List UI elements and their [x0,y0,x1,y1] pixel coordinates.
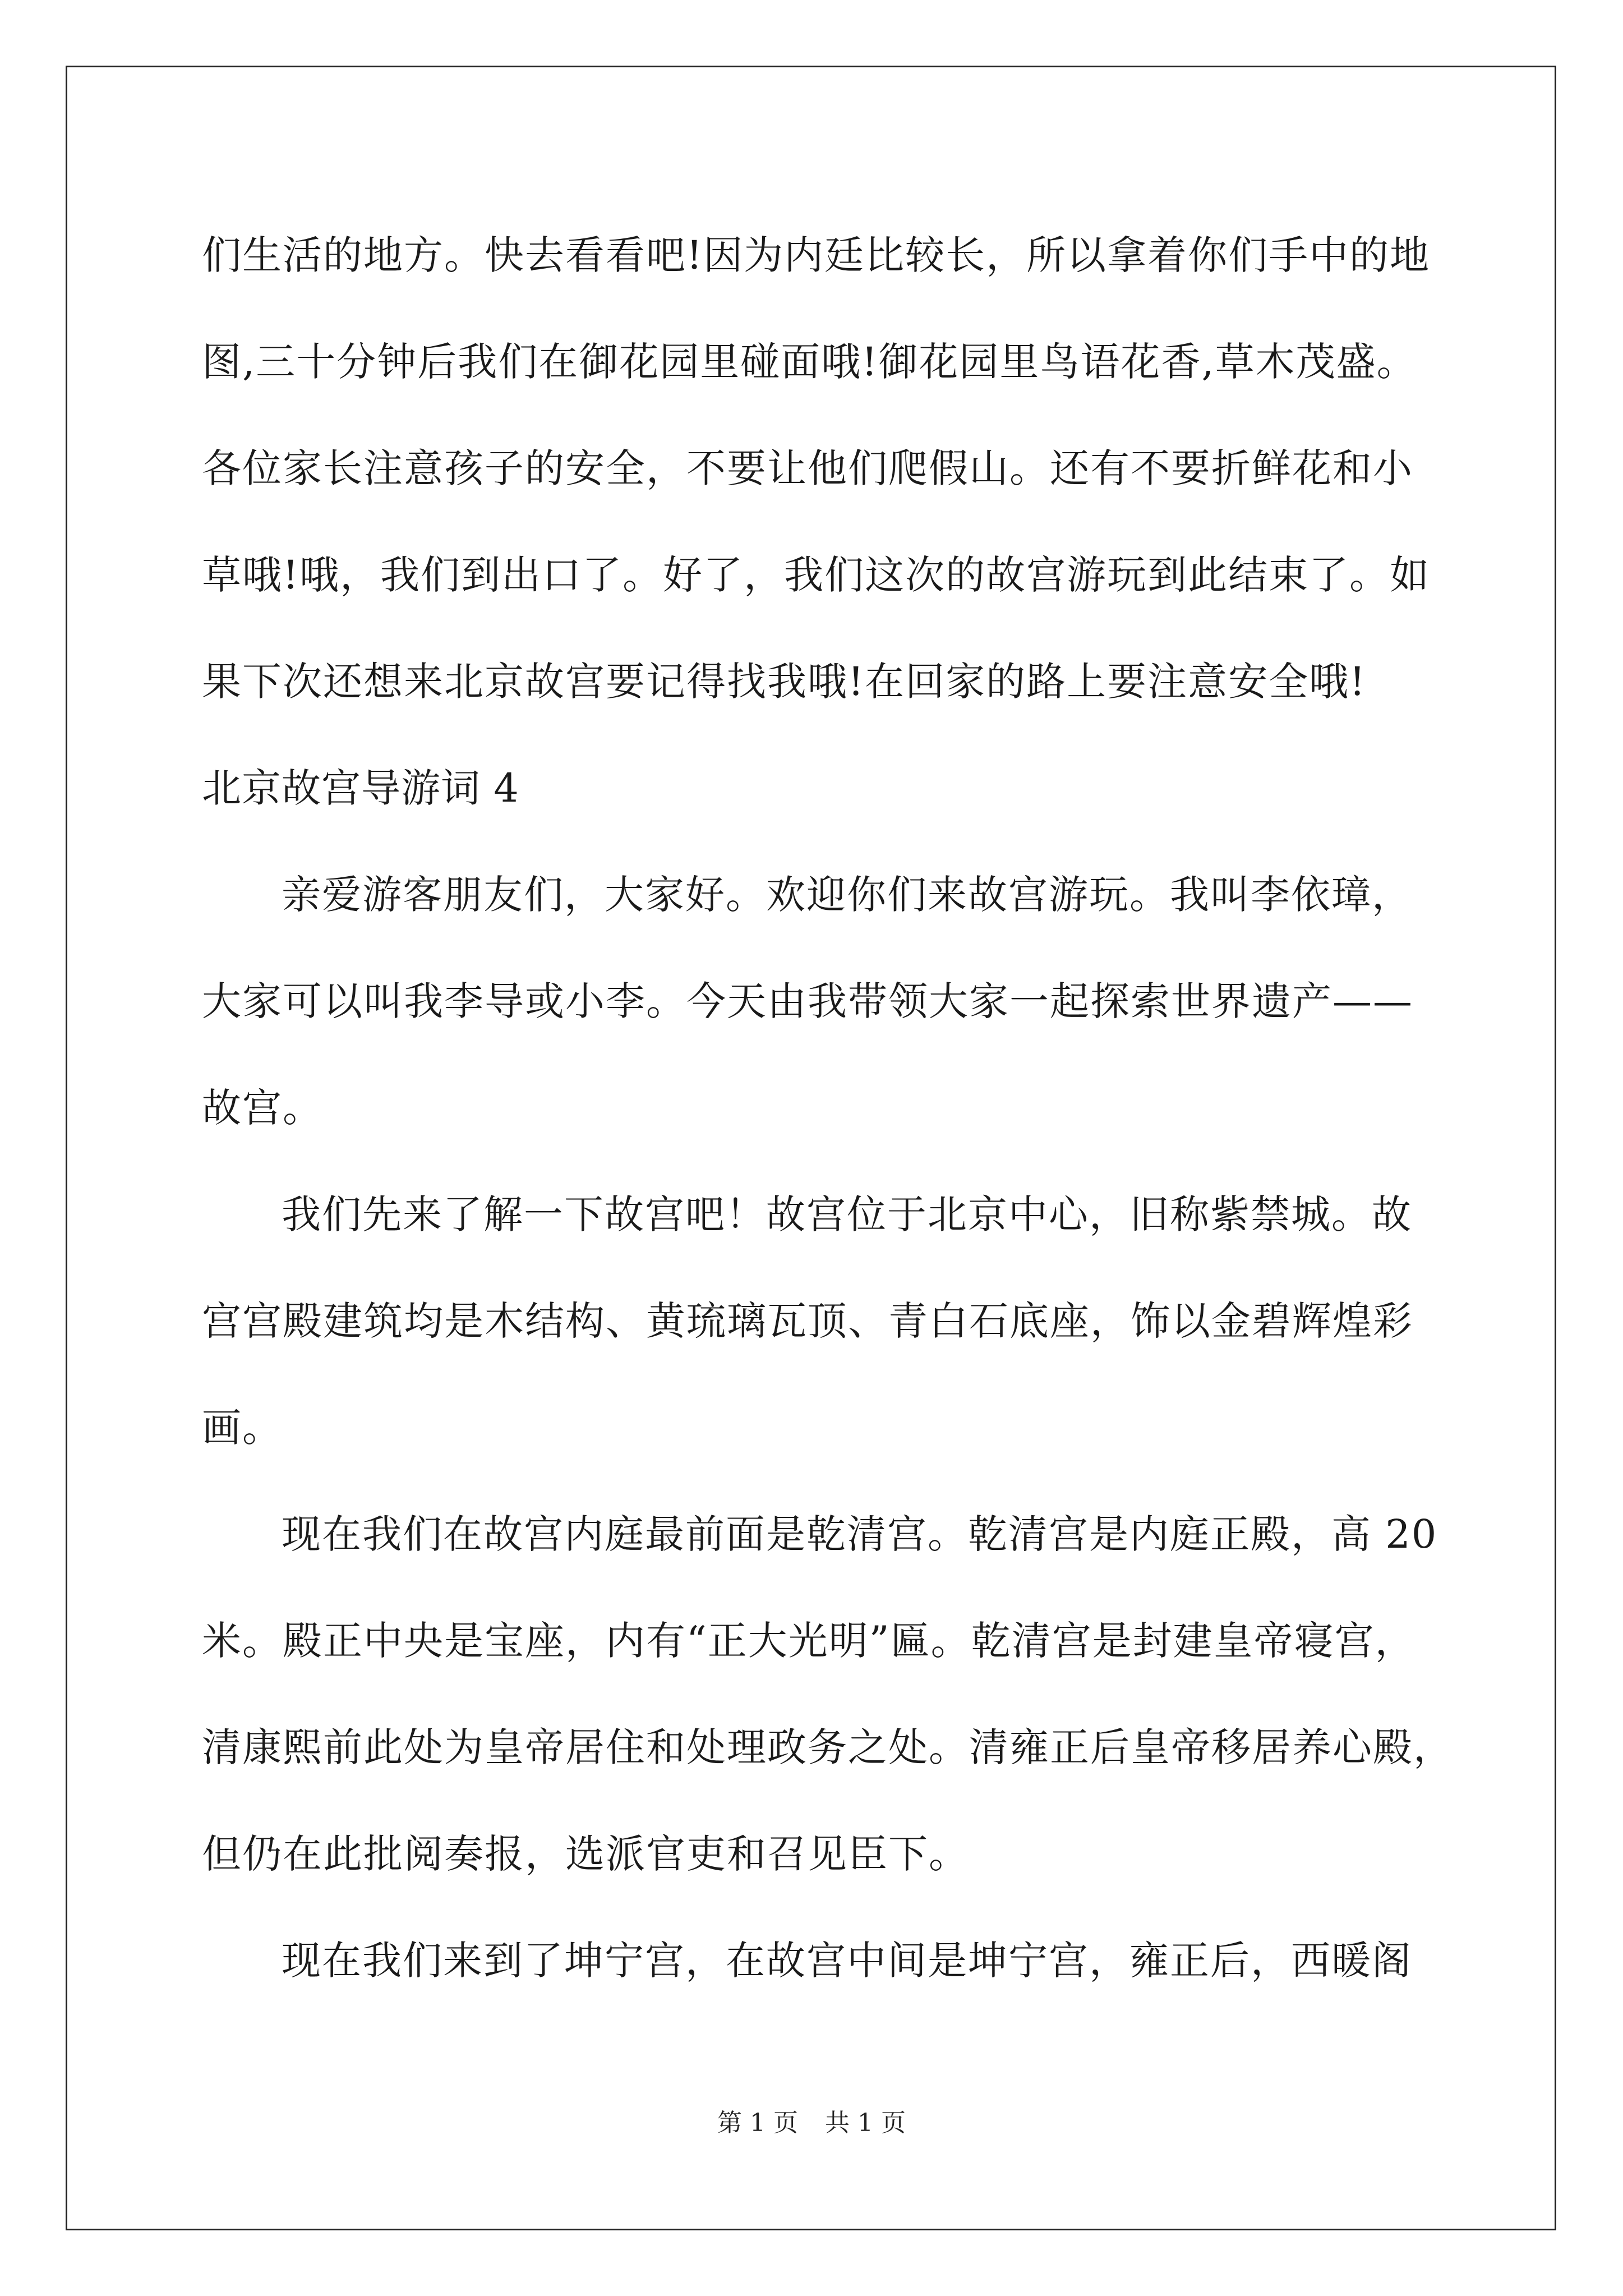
text-line: 们生活的地方。快去看看吧!因为内廷比较长，所以拿着你们手中的地 [202,232,1431,278]
text-line: 清康熙前此处为皇帝居住和处理政务之处。清雍正后皇帝移居养心殿， [202,1724,1454,1770]
page-number: 第 1 页 [717,2109,798,2137]
text-line: 米。殿正中央是宝座，内有“正大光明”匾。乾清宫是封建皇帝寝宫， [202,1618,1415,1664]
text-line: 各位家长注意孩子的安全，不要让他们爬假山。还有不要折鲜花和小 [202,445,1413,491]
text-line: 但仍在此批阅奏报，选派官吏和召见臣下。 [202,1831,969,1877]
text-line: 现在我们来到了坤宁宫，在故宫中间是坤宁宫，雍正后，西暖阁 [282,1938,1412,1984]
text-line: 画。 [202,1405,283,1451]
page-footer [0,2106,1623,2140]
text-line: 亲爱游客朋友们，大家好。欢迎你们来故宫游玩。我叫李依璋， [282,872,1412,918]
text-line: 故宫。 [202,1085,323,1131]
text-line: 宫宫殿建筑均是木结构、黄琉璃瓦顶、青白石底座，饰以金碧辉煌彩 [202,1298,1413,1344]
document-body [202,202,1454,2014]
text-line: 我们先来了解一下故宫吧！故宫位于北京中心，旧称紫禁城。故 [282,1191,1412,1237]
text-line: 草哦!哦，我们到出口了。好了，我们这次的故宫游玩到此结束了。如 [202,552,1431,598]
text-line: 现在我们在故宫内庭最前面是乾清宫。乾清宫是内庭正殿，高 20 [282,1511,1438,1557]
text-line: 果下次还想来北京故宫要记得找我哦!在回家的路上要注意安全哦! [202,659,1367,705]
page-total: 共 1 页 [825,2109,906,2137]
section-heading: 北京故宫导游词 4 [202,765,519,811]
text-line: 大家可以叫我李导或小李。今天由我带领大家一起探索世界遗产—— [202,978,1413,1024]
text-line: 图,三十分钟后我们在御花园里碰面哦!御花园里鸟语花香,草木茂盛。 [202,339,1417,385]
